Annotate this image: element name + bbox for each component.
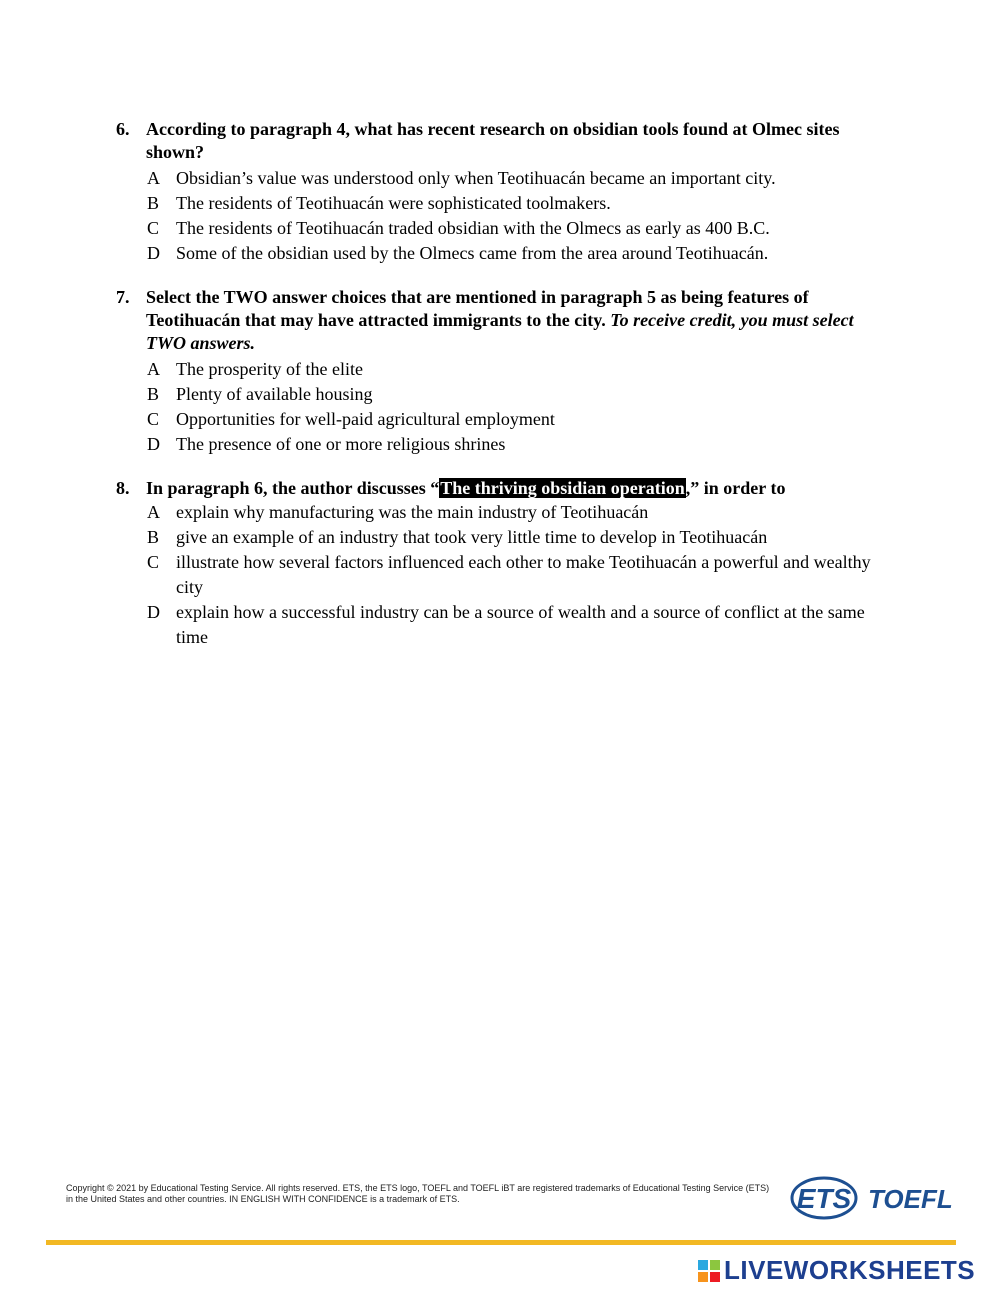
option-text: The presence of one or more religious shrines (176, 434, 506, 454)
question-number: 7. (116, 287, 130, 307)
option-letter: B (147, 384, 160, 404)
options-list (116, 166, 886, 266)
ets-logo-text: ETS (796, 1183, 852, 1214)
question-text: In paragraph 6, the author discusses “ (146, 478, 440, 498)
option-a[interactable] (116, 166, 886, 191)
option-letter: D (147, 243, 160, 263)
option-text: explain why manufacturing was the main industry of Teotihuacán (176, 502, 649, 522)
highlighted-phrase: The thriving obsidian operation (440, 478, 685, 498)
option-text: The residents of Teotihuacán traded obsidian with the Olmecs as early as 400 B.C. (176, 218, 770, 238)
question-6-prompt (116, 118, 886, 164)
question-7-prompt (116, 286, 886, 355)
option-text: Opportunities for well-paid agricultural employment (176, 409, 555, 429)
option-text: explain how a successful industry can be a source of wealth and a source of conflict at the same time (176, 602, 865, 647)
option-c[interactable] (116, 216, 886, 241)
option-b[interactable] (116, 382, 886, 407)
option-letter: A (147, 502, 160, 522)
toefl-logo-text: TOEFL (868, 1184, 953, 1214)
option-d[interactable] (116, 600, 886, 650)
option-text: The prosperity of the elite (176, 359, 363, 379)
option-letter: D (147, 434, 160, 454)
question-text-end: ,” in order to (685, 478, 786, 498)
question-text: Select the TWO answer choices that are mentioned in paragraph 5 as being features of Teotihuacán that may have attracted immigrants to the city. (146, 287, 809, 330)
question-7 (116, 286, 886, 457)
option-text: Obsidian’s value was understood only when Teotihuacán became an important city. (176, 168, 776, 188)
option-letter: D (147, 602, 160, 622)
option-letter: C (147, 218, 160, 238)
option-d[interactable] (116, 432, 886, 457)
option-letter: A (147, 168, 160, 188)
option-text: The residents of Teotihuacán were sophisticated toolmakers. (176, 193, 611, 213)
option-letter: C (147, 409, 160, 429)
question-8 (116, 477, 886, 650)
question-8-prompt (116, 477, 886, 500)
options-list (116, 357, 886, 457)
question-instruction: To receive credit, you must select TWO answers. (146, 310, 854, 353)
question-6 (116, 118, 886, 266)
option-a[interactable] (116, 500, 886, 525)
options-list (116, 500, 886, 650)
option-letter: C (147, 552, 160, 572)
option-letter: B (147, 527, 160, 547)
option-a[interactable] (116, 357, 886, 382)
option-c[interactable] (116, 407, 886, 432)
option-c[interactable] (116, 550, 886, 600)
question-number: 8. (116, 478, 130, 498)
question-text: According to paragraph 4, what has recent research on obsidian tools found at Olmec sites shown? (146, 119, 840, 162)
option-letter: B (147, 193, 160, 213)
footer-divider (46, 1240, 956, 1245)
option-text: give an example of an industry that took very little time to develop in Teotihuacán (176, 527, 768, 547)
option-text: Some of the obsidian used by the Olmecs came from the area around Teotihuacán. (176, 243, 769, 263)
copyright-notice: Copyright © 2021 by Educational Testing Service. All rights reserved. ETS, the ETS logo, TOEFL and TOEFL iBT are registered trademarks of Educational Testing Service (ETS) in the United States and other countries. IN ENGLISH WITH CONFIDENCE is a trademark of ETS. (66, 1183, 770, 1204)
ets-toefl-logo (790, 1172, 960, 1222)
option-d[interactable] (116, 241, 886, 266)
option-b[interactable] (116, 525, 886, 550)
option-text: illustrate how several factors influenced each other to make Teotihuacán a powerful and wealthy city (176, 552, 871, 597)
question-number: 6. (116, 119, 130, 139)
option-b[interactable] (116, 191, 886, 216)
liveworksheets-icon (696, 1256, 726, 1286)
liveworksheets-wordmark: LIVEWORKSHEETS (724, 1255, 976, 1285)
option-letter: A (147, 359, 160, 379)
option-text: Plenty of available housing (176, 384, 373, 404)
